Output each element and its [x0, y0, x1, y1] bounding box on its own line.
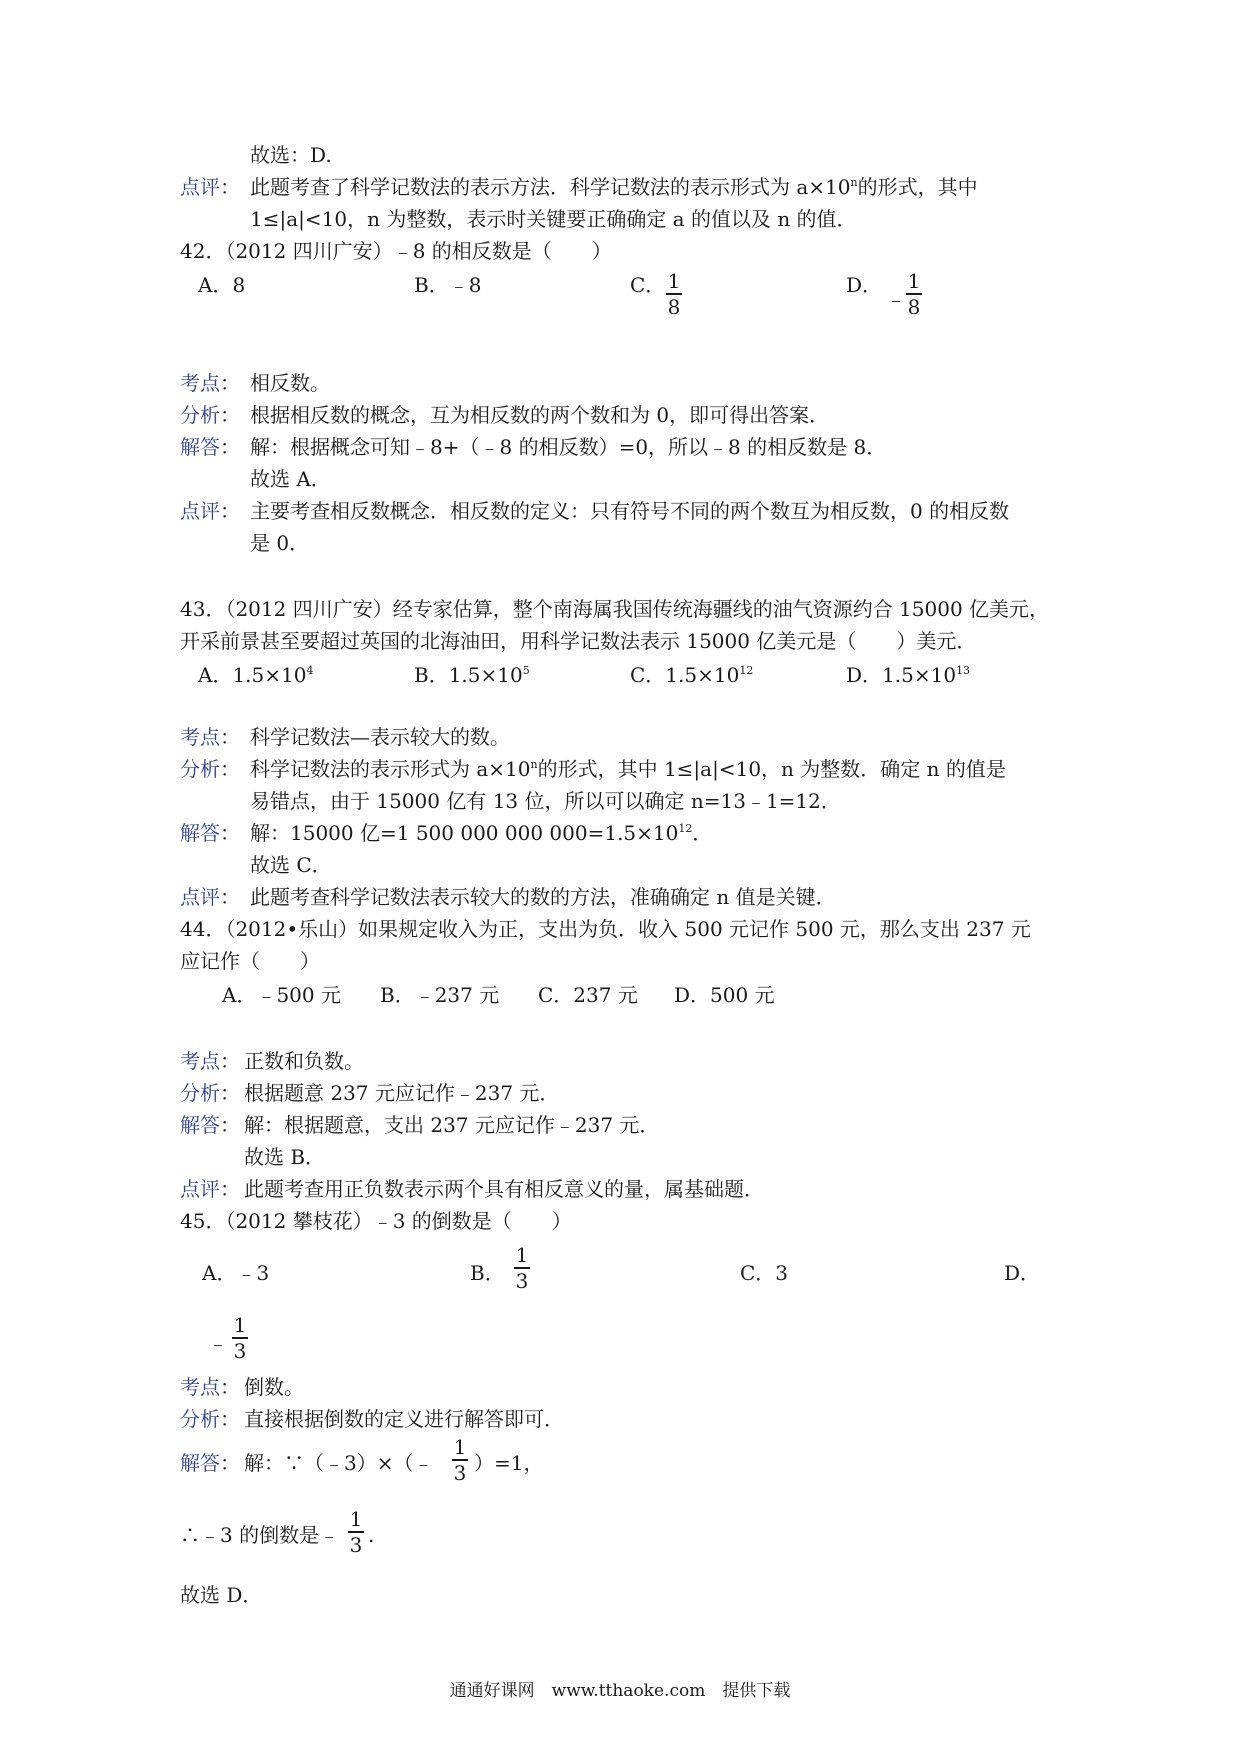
- dianping-text: 主要考查相反数概念．相反数的定义：只有符号不同的两个数互为相反数，0 的相反数: [250, 499, 1010, 523]
- option-c: C．3: [740, 1261, 789, 1285]
- option-d: D．: [1004, 1261, 1041, 1285]
- option-a: A．$1.5\times 10^4$: [198, 663, 314, 687]
- label-jieda: 解答：: [180, 1451, 240, 1475]
- option-b: B．﹣8: [414, 273, 482, 297]
- option-c: C．$1.5\times 10^{12}$: [630, 663, 754, 687]
- fenxi-text: 易错点，由于 15000 亿有 13 位，所以可以确定 n=13﹣1=12．: [250, 789, 841, 813]
- answer-line: 故选：D.: [250, 143, 332, 167]
- option-c: C．237 元: [538, 983, 638, 1007]
- minus-sign: ﹣: [886, 287, 906, 311]
- answer-line: 故选 D．: [180, 1583, 263, 1607]
- label-kaodian: 考点：: [180, 725, 240, 749]
- kaodian-text: 科学记数法—表示较大的数。: [250, 725, 510, 749]
- jieda-text: 解：根据概念可知﹣8+（﹣8 的相反数）=0，所以﹣8 的相反数是 8．: [250, 435, 887, 459]
- jieda-text: 解：∵（﹣3）×（﹣: [244, 1451, 434, 1475]
- answer-line: 故选 A．: [250, 467, 331, 491]
- question-42: 42．（2012 四川广安）﹣8 的相反数是（ ）: [180, 239, 612, 263]
- label-jieda: 解答：: [180, 1113, 240, 1137]
- fraction: 1 8: [907, 269, 921, 319]
- fenxi-text: 直接根据倒数的定义进行解答即可．: [244, 1407, 564, 1431]
- label-fenxi: 分析：: [180, 757, 240, 781]
- fraction: 1 3: [515, 1243, 529, 1293]
- answer-line: 故选 B．: [244, 1145, 326, 1169]
- fenxi-text: 根据相反数的概念，互为相反数的两个数和为 0，即可得出答案．: [250, 403, 830, 427]
- dianping-text: 是 0．: [250, 531, 310, 555]
- question-43: 开采前景甚至要超过英国的北海油田，用科学记数法表示 15000 亿美元是（ ）美元．: [180, 629, 977, 653]
- label-kaodian: 考点：: [180, 1375, 240, 1399]
- fenxi-text: 科学记数法的表示形式为 $a\times 10^n$的形式，其中 1≤|a|<10，n 为整数．确定 n 的值是: [250, 757, 1006, 781]
- question-45: 45．（2012 攀枝花）﹣3 的倒数是（ ）: [180, 1209, 572, 1233]
- option-a: A．8: [198, 273, 246, 297]
- dianping-text: 此题考查科学记数法表示较大的数的方法，准确确定 n 值是关键．: [250, 885, 836, 909]
- label-kaodian: 考点：: [180, 371, 240, 395]
- option-d: D．$1.5\times 10^{13}$: [846, 663, 971, 687]
- label-dianping: 点评：: [180, 885, 240, 909]
- label-fenxi: 分析：: [180, 1407, 240, 1431]
- minus-sign: ﹣: [208, 1331, 228, 1355]
- label-dianping: 点评：: [180, 499, 240, 523]
- label-fenxi: 分析：: [180, 403, 240, 427]
- therefore-line: .: [368, 1523, 375, 1547]
- kaodian-text: 正数和负数。: [244, 1049, 364, 1073]
- label-jieda: 解答：: [180, 435, 240, 459]
- kaodian-text: 相反数。: [250, 371, 330, 395]
- question-44: 44．（2012•乐山）如果规定收入为正，支出为负．收入 500 元记作 500 元，那么支出 237 元: [180, 917, 1031, 941]
- question-44: 应记作（ ）: [180, 949, 320, 973]
- fenxi-text: 根据题意 237 元应记作﹣237 元．: [244, 1081, 560, 1105]
- comment-line: 1≤|a|<10，n 为整数，表示时关键要正确确定 a 的值以及 n 的值．: [250, 207, 857, 231]
- option-c: C．: [630, 273, 666, 297]
- question-43: 43．（2012 四川广安）经专家估算，整个南海属我国传统海疆线的油气资源约合 15000 亿美元，: [180, 597, 1050, 621]
- kaodian-text: 倒数。: [244, 1375, 304, 1399]
- label-fenxi: 分析：: [180, 1081, 240, 1105]
- option-a: A．﹣500 元: [222, 983, 341, 1007]
- option-b: B．$1.5\times 10^5$: [414, 663, 530, 687]
- label-jieda: 解答：: [180, 821, 240, 845]
- fraction: 1 3: [349, 1507, 363, 1557]
- dianping-text: 此题考查用正负数表示两个具有相反意义的量，属基础题．: [244, 1177, 764, 1201]
- page-footer: 通通好课网 www.tthaoke.com 提供下载: [449, 1681, 791, 1701]
- option-b: B．﹣237 元: [380, 983, 500, 1007]
- option-d: D．: [846, 273, 883, 297]
- jieda-text: ）=1，: [474, 1451, 544, 1475]
- jieda-text: 解：15000 亿=1 500 000 000 $000=1.5\times 10^{12}$．: [250, 821, 713, 845]
- option-d: D．500 元: [674, 983, 775, 1007]
- therefore-line: ∴﹣3 的倒数是﹣: [180, 1523, 340, 1547]
- label-dianping: 点评：: [180, 175, 240, 199]
- option-a: A．﹣3: [202, 1261, 270, 1285]
- fraction: 1 8: [667, 269, 681, 319]
- fraction: 1 3: [233, 1313, 247, 1363]
- jieda-text: 解：根据题意，支出 237 元应记作﹣237 元．: [244, 1113, 660, 1137]
- fraction: 1 3: [453, 1435, 467, 1485]
- label-kaodian: 考点：: [180, 1049, 240, 1073]
- option-b: B．: [470, 1261, 505, 1285]
- comment-line: 此题考查了科学记数法的表示方法．科学记数法的表示形式为 $a\times 10^n$的形式，其中: [250, 175, 978, 199]
- label-dianping: 点评：: [180, 1177, 240, 1201]
- answer-line: 故选 C．: [250, 853, 332, 877]
